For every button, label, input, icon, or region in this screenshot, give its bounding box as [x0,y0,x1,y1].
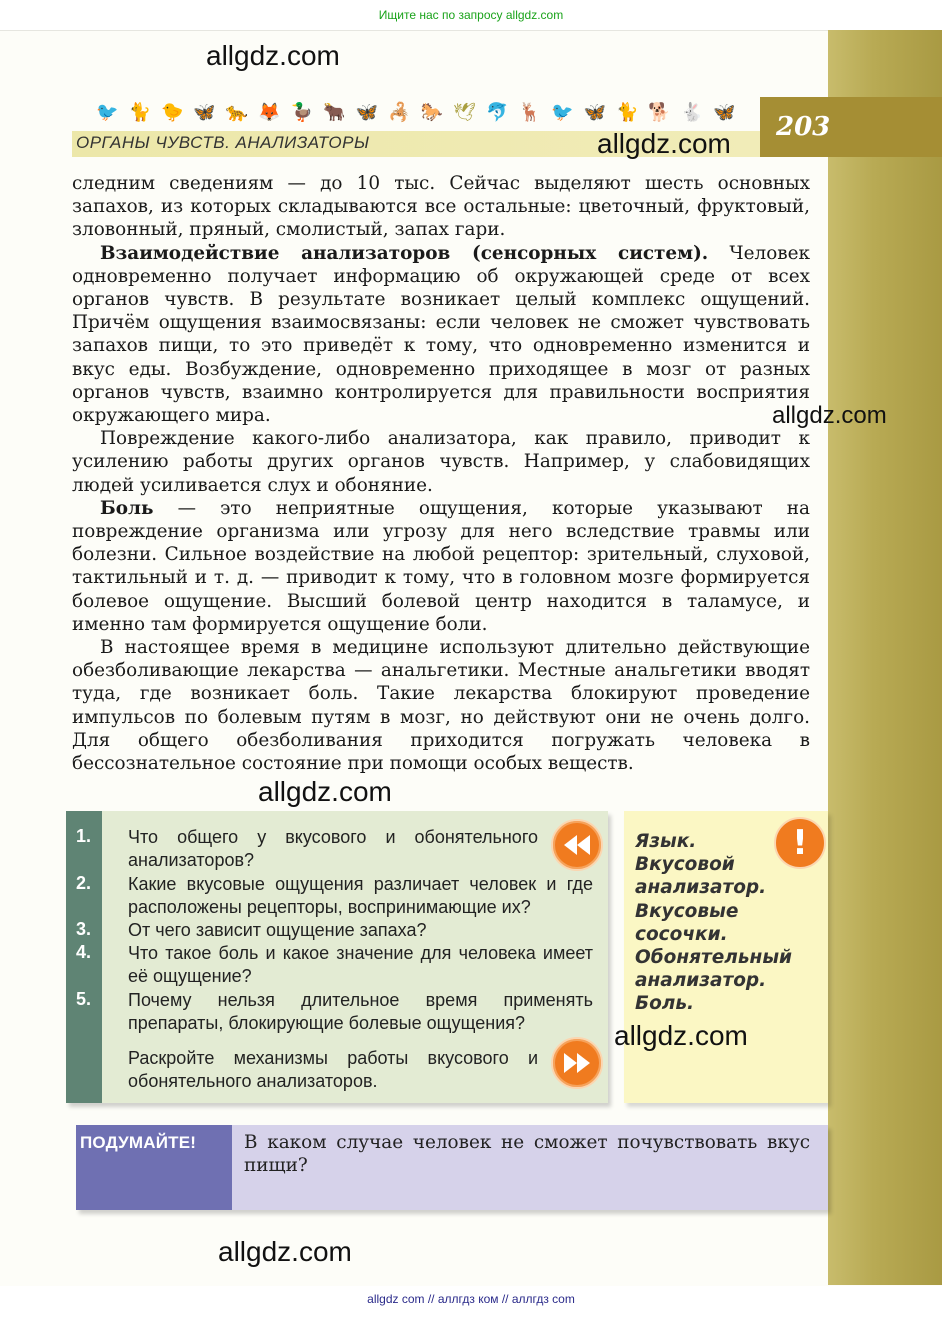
bird-icon: 🐤 [160,102,184,123]
fast-forward-icon [551,1037,603,1089]
paragraph-5: В настоящее время в медицине используют длительно действующие обезболивающие лекарства — анальгетики. Местные анальгетики вводят туда, где возникает боль. Такие лекарства блокируют проведение импульсов по болевым путям в мозг, но действуют они не очень долго. Для общего обезболивания приходится погружать человека в бессознательное состояние при помощи особых веществ. [72,637,810,775]
question-3: От чего зависит ощущение запаха? [128,920,427,940]
task-text: Раскройте механизмы работы вкусового и обонятельного анализаторов. [128,1048,538,1092]
watermark-5: allgdz.com [614,1020,748,1051]
think-label: ПОДУМАЙТЕ! [80,1133,197,1152]
watermark-1: allgdz.com [206,40,340,71]
chapter-title: ОРГАНЫ ЧУВСТВ. АНАЛИЗАТОРЫ [76,133,370,152]
fox-icon: 🐕 [648,102,671,123]
butterfly-icon: 🦋 [193,102,216,123]
top-banner: Ищите нас по запросу allgdz.com [378,8,564,22]
duck-icon: 🦆 [290,102,314,123]
paragraph-1: следним сведениям — до 10 тыс. Сейчас выделяют шесть основных запахов, из которых складываются все остальные: цветочный, фруктовый, зловонный, пряный, смолистый, запах гари. [72,173,810,241]
question-2: Какие вкусовые ощущения различает человек и где расположены рецепторы, воспринимающие их? [128,874,593,918]
butterfly-icon: 🦋 [713,102,736,123]
think-question: В каком случае человек не сможет почувствовать вкус пищи? [244,1132,810,1177]
deer-icon: 🦌 [518,102,541,123]
question-5: Почему нельзя длительное время применять препараты, блокирующие болевые ощущения? [128,990,593,1034]
term-pain: Боль [100,497,154,519]
question-number: 3. [76,919,92,939]
horse-icon: 🐎 [420,102,444,123]
heading-interaction: Взаимодействие анализаторов (сенсорных систем). [100,242,709,264]
watermark-4: allgdz.com [258,776,392,807]
question-number: 4. [76,942,92,962]
exclamation-icon: ! [774,817,826,869]
watermark-3: allgdz.com [772,402,887,429]
question-number: 2. [76,873,92,893]
rewind-icon [551,819,603,871]
paragraph-2: Взаимодействие анализаторов (сенсорных систем). Человек одновременно получает информацию об окружающей среде от всех органов чувств. В результате возникает целый комплекс ощущений. Причём ощущения взаимосвязаны: если человек не сможет чувствовать запахов пищи, то это приведёт к тому, что одновременно изменится и вкус еды. Возбуждение, одновременно приходящее в мозг от разных органов чувств, взаимно контролируется для правильности восприятия окружающего мира. [72,242,810,427]
cat-icon: 🐆 [225,102,249,123]
key-terms: Язык. Вкусовой анализатор. Вкусовые сосочки. Обонятельный анализатор. Боль. [635,831,793,1015]
butterfly-icon: 🦋 [583,102,606,123]
animal-silhouette-strip [96,99,736,127]
bull-icon: 🐂 [323,102,346,123]
scorpion-icon: 🦂 [388,102,411,123]
question-number: 5. [76,989,92,1009]
question-1: Что общего у вкусового и обонятельного анализаторов? [128,827,538,871]
bird-icon: 🕊 [453,102,477,123]
cat-icon: 🐈 [128,102,151,123]
footer: allgdz com // аллгдз ком // аллгдз com [367,1292,575,1306]
cat-icon: 🐈 [615,102,639,123]
dolphin-icon: 🐬 [486,102,509,123]
bird-icon: 🐦 [551,102,574,123]
paragraph-3: Повреждение какого-либо анализатора, как правило, приводит к усилению работы других органов чувств. Например, у слабовидящих людей усиливается слух и обоняние. [72,428,810,496]
watermark-2: allgdz.com [597,128,731,159]
page-number: 203 [776,112,831,142]
butterfly-icon: 🦋 [355,102,379,123]
right-margin-band [828,30,942,1285]
question-4: Что такое боль и какое значение для человека имеет её ощущение? [128,943,593,987]
watermark-6: allgdz.com [218,1236,352,1267]
question-number: 1. [76,826,92,846]
paragraph-4: Боль — это неприятные ощущения, которые указывают на повреждение организма или угрозу для него вследствие травмы или болезни. Сильное воздействие на любой рецептор: зрительный, слуховой, тактильный и т. д. — приводит к тому, что в головном мозге формируется болевое ощущение. Высший болевой центр находится в таламусе, и именно там формируется ощущение боли. [72,497,810,635]
rabbit-icon: 🐇 [680,102,704,123]
fox-icon: 🦊 [258,102,281,123]
main-text [72,172,810,775]
bird-icon: 🐦 [96,102,119,123]
